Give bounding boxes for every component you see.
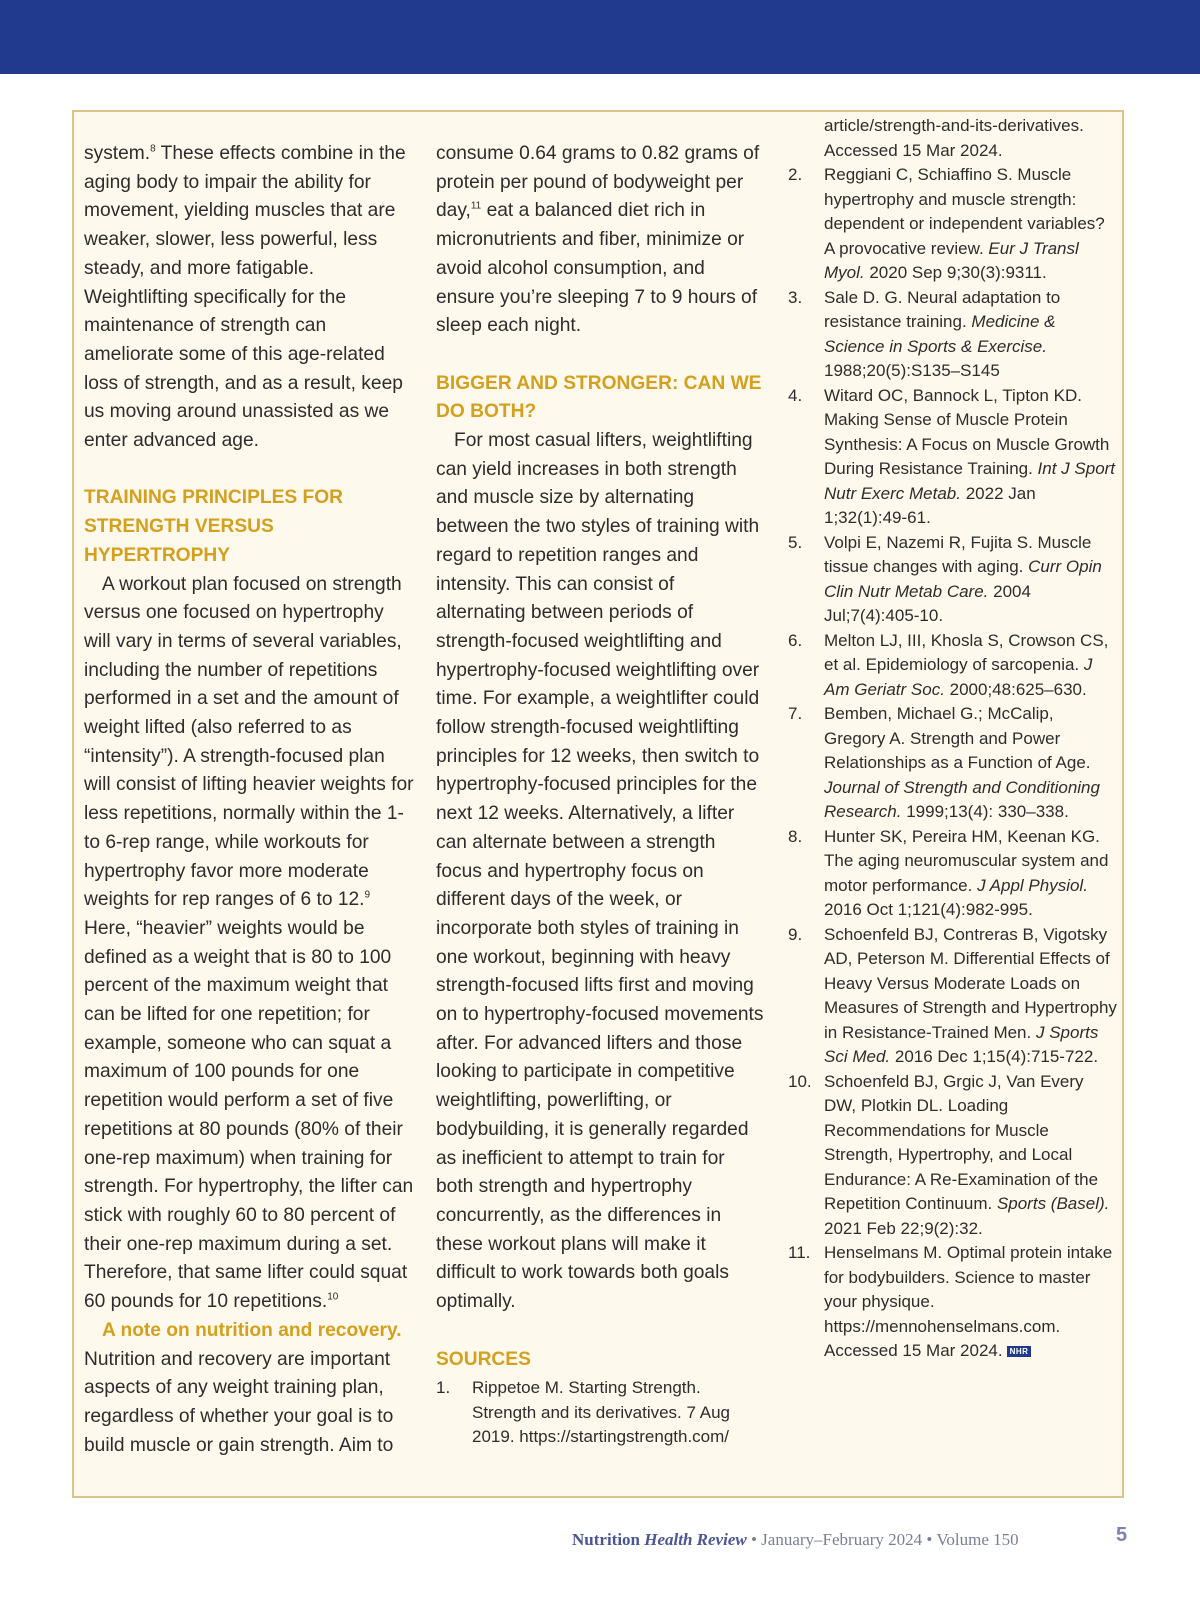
reference-item: 6. Melton LJ, III, Khosla S, Crowson CS, et al. Epidemiology of sarcopenia. J Am Geriatr Soc. 2000;48:625–630. xyxy=(788,630,1109,699)
sources-heading: SOURCES xyxy=(436,1348,531,1370)
page-footer: Nutrition Health Review • January–February 2024 • Volume 150 xyxy=(572,1530,1019,1549)
magazine-title: Nutrition Health Review xyxy=(572,1530,747,1549)
paragraph: system.$^8$ These effects combine in the aging body to impair the ability for movement, yielding muscles that are weaker, slower, less powerful, less steady, and more fatigable. Weightlifting specifically for the maintenance of strength can ameliorate some of this age-related loss of strength, and as a result, keep us moving around unassisted as we enter advanced age. xyxy=(84,143,406,452)
reference-item: 1. Rippetoe M. Starting Strength. Strength and its derivatives. 7 Aug 2019. https://startingstrength.com/ xyxy=(436,1378,730,1447)
nutrition-note-heading: A note on nutrition and recovery. xyxy=(102,1319,402,1341)
paragraph: consume 0.64 grams to 0.82 grams of protein per pound of bodyweight per day,$^{11}$ eat a balanced diet rich in micronutrients and fiber, minimize or avoid alcohol consumption, and ensure you’re sleeping 7 to 9 hours of sleep each night. xyxy=(436,143,760,337)
section-heading-training-principles: TRAINING PRINCIPLES FOR STRENGTH VERSUS HYPERTROPHY xyxy=(84,487,344,566)
reference-list xyxy=(788,114,1118,1364)
reference-item: article/strength-and-its-derivatives. Accessed 15 Mar 2024. xyxy=(824,116,1084,160)
reference-item: 9. Schoenfeld BJ, Contreras B, Vigotsky AD, Peterson M. Differential Effects of Heavy Versus Moderate Loads on Measures of Strength and Hypertrophy in Resistance-Trained Men. J Sports Sci Med. 2016 Dec 1;15(4):715-722. xyxy=(788,924,1117,1066)
column-1 xyxy=(84,140,414,1460)
column-2 xyxy=(436,140,766,1450)
column-3 xyxy=(788,114,1118,1364)
reference-item: 10. Schoenfeld BJ, Grgic J, Van Every DW, Plotkin DL. Loading Recommendations for Muscle Strength, Hypertrophy, and Local Endurance: A Re-Examination of the Repetition Continuum. Sports (Basel). 2021 Feb 22;9(2):32. xyxy=(788,1071,1110,1238)
volume-label: Volume 150 xyxy=(936,1530,1019,1549)
reference-item: 7. Bemben, Michael G.; McCalip, Gregory A. Strength and Power Relationships as a Function of Age. Journal of Strength and Conditioning Research. 1999;13(4): 330–338. xyxy=(788,704,1100,821)
issue-date: January–February 2024 xyxy=(761,1530,923,1549)
reference-list xyxy=(436,1376,766,1450)
page-number: 5 xyxy=(1116,1524,1128,1546)
reference-item: 3. Sale D. G. Neural adaptation to resistance training. Medicine & Science in Sports & Exercise. 1988;20(5):S135–S145 xyxy=(788,287,1061,380)
reference-item: 11. Henselmans M. Optimal protein intake for bodybuilders. Science to master your physique. https://mennohenselmans.com. Accessed 15 Mar 2024. NHR xyxy=(788,1243,1113,1360)
reference-item: 2. Reggiani C, Schiaffino S. Muscle hypertrophy and muscle strength: dependent or independent variables? A provocative review. Eur J Transl Myol. 2020 Sep 9;30(3):9311. xyxy=(788,165,1105,282)
reference-item: 4. Witard OC, Bannock L, Tipton KD. Making Sense of Muscle Protein Synthesis: A Focus on Muscle Growth During Resistance Training. Int J Sport Nutr Exerc Metab. 2022 Jan 1;32(1):49-61. xyxy=(788,385,1116,527)
paragraph: A workout plan focused on strength versus one focused on hypertrophy will vary in terms of several variables, including the number of repetitions performed in a set and the amount of weight lifted (also referred to as “intensity”). A strength-focused plan will consist of lifting heavier weights for less repetitions, normally within the 1-to 6-rep range, while workouts for hypertrophy favor more moderate weights for rep ranges of 6 to 12.$^9$ Here, “heavier” weights would be defined as a weight that is 80 to 100 percent of the maximum weight that can be lifted for one repetition; for example, someone who can squat a maximum of 100 pounds for one repetition would perform a set of five repetitions at 80 pounds (80% of their one-rep maximum) when training for strength. For hypertrophy, the lifter can stick with roughly 60 to 80 percent of their one-rep maximum during a set. Therefore, that same lifter could squat 60 pounds for 10 repetitions.$^{10}$ xyxy=(84,573,414,1313)
header-band xyxy=(0,0,1200,74)
reference-item: 5. Volpi E, Nazemi R, Fujita S. Muscle tissue changes with aging. Curr Opin Clin Nutr Metab Care. 2004 Jul;7(4):405-10. xyxy=(788,532,1102,625)
reference-item: 8. Hunter SK, Pereira HM, Keenan KG. The aging neuromuscular system and motor performance. J Appl Physiol. 2016 Oct 1;121(4):982-995. xyxy=(788,826,1109,919)
nhr-logo-icon: NHR xyxy=(1007,1346,1032,1357)
paragraph: For most casual lifters, weightlifting can yield increases in both strength and muscle size by alternating between the two styles of training with regard to repetition ranges and intensity. This can consist of alternating between periods of strength-focused weightlifting and hypertrophy-focused weightlifting over time. For example, a weightlifter could follow strength-focused weightlifting principles for 12 weeks, then switch to hypertrophy-focused principles for the next 12 weeks. Alternatively, a lifter can alternate between a strength focus and hypertrophy focus on different days of the week, or incorporate both styles of training in one workout, beginning with heavy strength-focused lifts first and moving on to hypertrophy-focused movements after. For advanced lifters and those looking to participate in competitive weightlifting, powerlifting, or bodybuilding, it is generally regarded as inefficient to attempt to train for both strength and hypertrophy concurrently, as the differences in these workout plans will make it difficult to work towards both goals optimally. xyxy=(436,430,764,1313)
paragraph: Nutrition and recovery are important aspects of any weight training plan, regardless of whether your goal is to build muscle or gain strength. Aim to xyxy=(84,1348,394,1456)
section-heading-bigger-stronger: BIGGER AND STRONGER: CAN WE DO BOTH? xyxy=(436,372,762,423)
